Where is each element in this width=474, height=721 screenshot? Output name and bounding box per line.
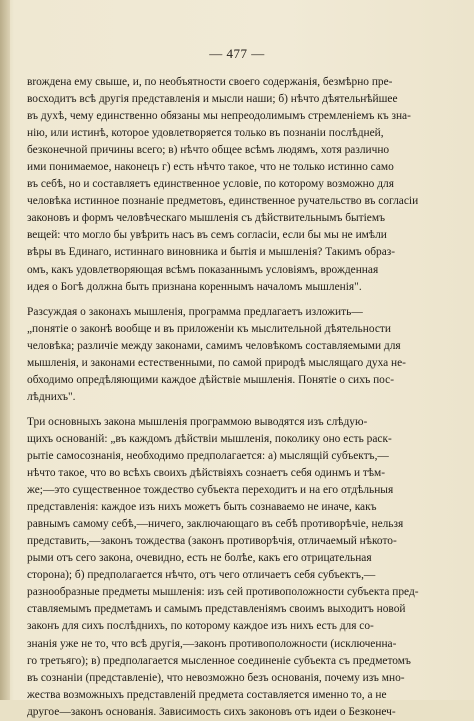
text-line: человѣка; различіе между законами, самимъ человѣкомъ составляемыми для [27, 339, 401, 352]
paragraph-gap [27, 296, 453, 304]
text-line: знанія уже не то, что всѣ другія,—законъ противоположности (исключенна- [27, 637, 397, 650]
text-line: нію, или истинѣ, которое удовлетворяется только въ познаніи послѣдней, [27, 127, 384, 140]
text-line: человѣка истинное познаніе предметовъ, единственное ручательство въ согласіи [27, 195, 419, 208]
text-line: нѣчто такое, что во всѣхъ своихъ дѣйствіяхъ сознаетъ себя одинмъ и тѣм- [27, 467, 386, 480]
text-line: Разсуждая о законахъ мышленія, программа предлагаетъ изложить— [27, 305, 363, 318]
text-line: другое—законъ основанія. Зависимость сихъ законовъ отъ идеи о Безконеч- [27, 705, 396, 718]
text-line: вrождена ему свыше, и, по необъятности своего содержанія, безмѣрно пре- [27, 76, 393, 88]
page-binding-edge [0, 0, 10, 700]
text-line: омъ, какъ удовлетворяющая всѣмъ показаннымъ условіямъ, врожденная [27, 263, 379, 276]
text-line: сторона); б) предполагается нѣчто, отъ чего отличаетъ себя субъектъ,— [27, 569, 376, 582]
text-line: вещей: что могло бы увѣрить насъ въ семъ согласіи, если бы мы не имѣли [27, 229, 387, 242]
text-line: безконечной причины всего; в) нѣчто общее всѣмъ людямъ, хотя различно [27, 144, 390, 157]
text-line: обходимо опредѣляющими каждое дѣйствіе мышленія. Понятіе о сихъ пос- [27, 373, 395, 386]
paragraph-gap [27, 406, 453, 414]
text-line: разнообразные предметы мышленія: изъ сей противоположности субъекта пред- [27, 586, 419, 599]
text-line: же;—это существенное тождество субъекта переходитъ и на его отдѣльныя [27, 484, 394, 497]
paragraph [27, 74, 453, 296]
text-line: мышленія, и законами естественными, по самой природѣ мыслящаго духа не- [27, 356, 406, 369]
text-line: идея о Богѣ должна быть признана кореннымъ началомъ мышленія". [27, 280, 362, 293]
text-line: въ сознаніи (представленіе), что невозможно безъ основанія, почему изъ мно- [27, 671, 405, 684]
paragraph [27, 304, 453, 406]
text-line: лѣднихъ". [27, 390, 76, 403]
text-line: Три основныхъ закона мышленія программою выводятся изъ слѣдую- [27, 415, 368, 428]
page-body [27, 74, 453, 721]
text-line: законъ для сихъ послѣднихъ, по которому каждое изъ нихъ есть для со- [27, 620, 374, 633]
text-line: представленія: каждое изъ нихъ можетъ быть сознаваемо не иначе, какъ [27, 501, 377, 514]
text-line: въ себѣ, но и составляетъ единственное условіе, по которому возможно для [27, 178, 394, 191]
paragraph [27, 414, 453, 721]
text-line: рыми отъ сего закона, очевидно, есть не болѣе, какъ его отрицательная [27, 552, 372, 565]
text-line: щихъ основаній: „въ каждомъ дѣйствіи мышленія, поколику оно есть раск- [27, 432, 392, 445]
text-line: равнымъ самому себѣ,—ничего, заключающаго въ себѣ противорѣчіе, нельзя [27, 518, 404, 531]
text-line: законовъ и формъ человѣческаго мышленія съ дѣйствительнымъ бытіемъ [27, 212, 385, 225]
text-line: жества возможныхъ представленій предмета составляется именно то, а не [27, 688, 387, 701]
text-line: ими понимаемое, наконецъ г) есть нѣчто такое, что не только истинно само [27, 161, 394, 174]
text-line: ставляемымъ предметамъ и самымъ представленіямъ своимъ выходитъ новой [27, 603, 406, 616]
text-line: вѣры въ Единаго, истиннаго виновника и бытія и мышленія? Такимъ образ- [27, 246, 396, 259]
text-line: въ духѣ, чему единственно обязаны мы непреодолимымъ стремленіемъ къ зна- [27, 110, 411, 123]
page-number: — 477 — [209, 46, 265, 61]
text-line: восходитъ всѣ другія представленія и мысли наши; б) нѣчто дѣятельнѣйшее [27, 93, 398, 106]
text-line: „понятіе о законѣ вообще и въ приложеніи къ мыслительной дѣятельности [27, 322, 391, 335]
text-line: рытіе самосознанія, необходимо предполагается: а) мыслящій субъектъ,— [27, 449, 389, 462]
text-line: представить,—законъ тождества (законъ противорѣчія, отличаемый нѣкото- [27, 535, 397, 548]
text-line: го третьяго); в) предполагается мысленное соединеніе субъекта съ предметомъ [27, 654, 411, 667]
